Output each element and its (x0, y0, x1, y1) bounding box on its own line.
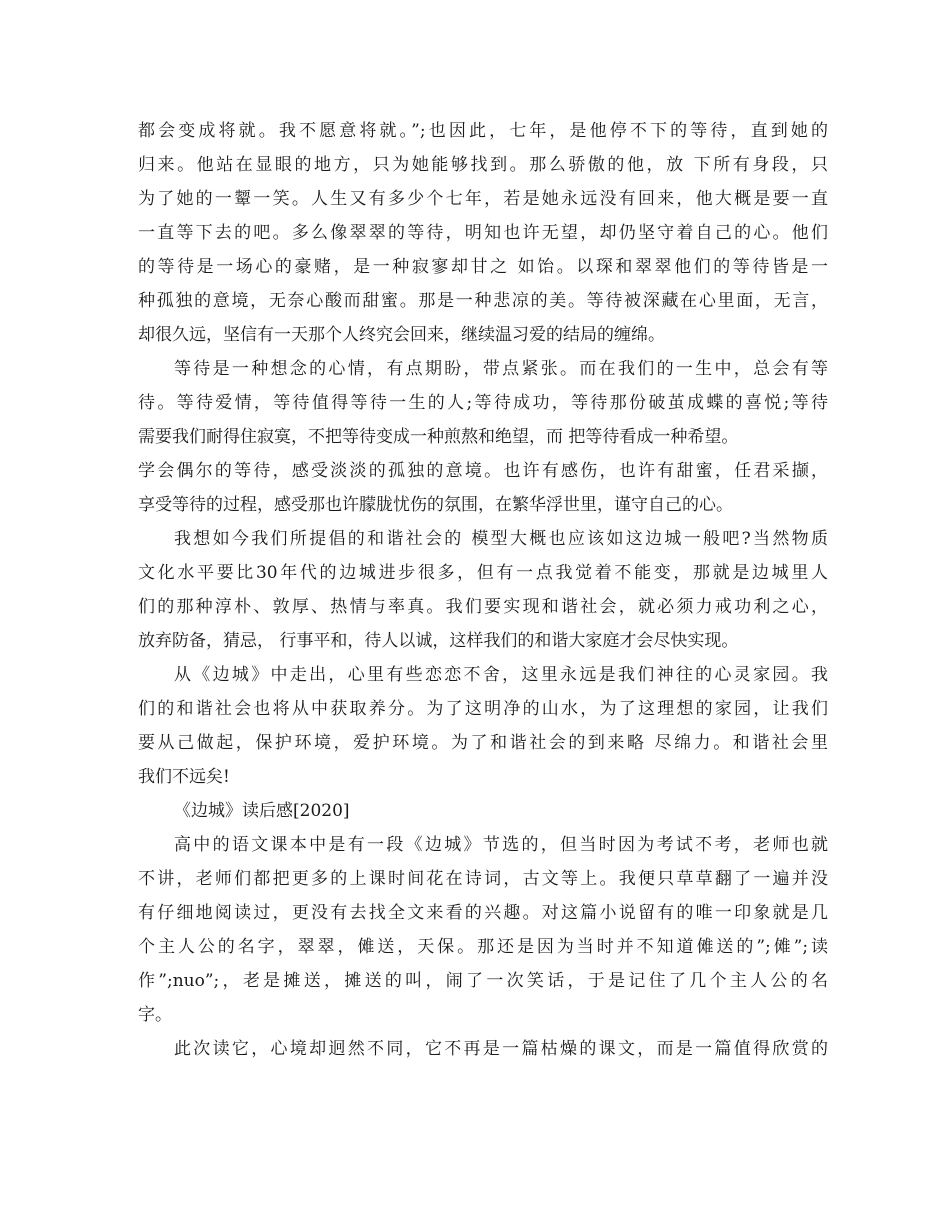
text-line: 个主人公的名字，翠翠，傩送，天保。那还是因为当时并不知道傩送的”;傩”;读 (138, 937, 828, 957)
text-line: 归来。他站在显眼的地方，只为她能够找到。那么骄傲的他，放 下所有身段，只 (138, 155, 828, 175)
text-line: 却很久远，坚信有一天那个人终究会回来，继续温习爱的结局的缠绵。 (138, 325, 665, 345)
text-line: 都会变成将就。我不愿意将就。”;也因此，七年，是他停不下的等待，直到她的 (138, 121, 828, 141)
text-line: 的等待是一场心的豪赌，是一种寂寥却甘之 如饴。以琛和翠翠他们的等待皆是一 (138, 257, 828, 277)
text-line: 作”;nuo”;，老是摊送，摊送的叫，闹了一次笑话，于是记住了几个主人公的名 (138, 971, 828, 991)
text-line: 不讲，老师们都把更多的上课时间花在诗词，古文等上。我便只草草翻了一遍并没 (138, 869, 828, 889)
text-line: 文化水平要比30年代的边城进步很多，但有一点我觉着不能变，那就是边城里人 (138, 563, 828, 583)
text-line: 高中的语文课本中是有一段《边城》节选的，但当时因为考试不考，老师也就 (174, 835, 828, 855)
section-title: 《边城》读后感[2020] (174, 801, 350, 821)
document-body (138, 114, 828, 1066)
text-line: 为了她的一颦一笑。人生又有多少个七年，若是她永远没有回来，他大概是要一直 (138, 189, 828, 209)
text-line: 字。 (138, 1005, 172, 1025)
text-line: 种孤独的意境，无奈心酸而甜蜜。那是一种悲凉的美。等待被深藏在心里面，无言， (138, 291, 828, 311)
text-line: 们的那种淳朴、敦厚、热情与率真。我们要实现和谐社会，就必须力戒功利之心， (138, 597, 828, 617)
text-line: 此次读它，心境却迥然不同，它不再是一篇枯燥的课文，而是一篇值得欣赏的 (174, 1039, 828, 1059)
text-line: 学会偶尔的等待，感受淡淡的孤独的意境。也许有感伤，也许有甜蜜，任君采撷， (138, 461, 828, 481)
text-line: 我想如今我们所提倡的和谐社会的 模型大概也应该如这边城一般吧?当然物质 (174, 529, 828, 549)
text-line: 等待是一种想念的心情，有点期盼，带点紧张。而在我们的一生中，总会有等 (174, 359, 828, 379)
text-line: 有仔细地阅读过，更没有去找全文来看的兴趣。对这篇小说留有的唯一印象就是几 (138, 903, 828, 923)
text-line: 们的和谐社会也将从中获取养分。为了这明净的山水，为了这理想的家园，让我们 (138, 699, 828, 719)
text-line: 要从己做起，保护环境，爱护环境。为了和谐社会的到来略 尽绵力。和谐社会里 (138, 733, 828, 753)
text-line: 享受等待的过程，感受那也许朦胧忧伤的氛围，在繁华浮世里，谨守自己的心。 (138, 495, 733, 515)
text-line: 从《边城》中走出，心里有些恋恋不舍，这里永远是我们神往的心灵家园。我 (174, 665, 828, 685)
text-line: 需要我们耐得住寂寞，不把等待变成一种煎熬和绝望，而 把等待看成一种希望。 (138, 427, 739, 447)
text-line: 我们不远矣! (138, 767, 230, 787)
text-line: 放弃防备，猜忌， 行事平和，待人以诚，这样我们的和谐大家庭才会尽快实现。 (138, 631, 739, 651)
text-line: 待。等待爱情，等待值得等待一生的人;等待成功，等待那份破茧成蝶的喜悦;等待 (138, 393, 828, 413)
text-line: 一直等下去的吧。多么像翠翠的等待，明知也许无望，却仍坚守着自己的心。他们 (138, 223, 828, 243)
